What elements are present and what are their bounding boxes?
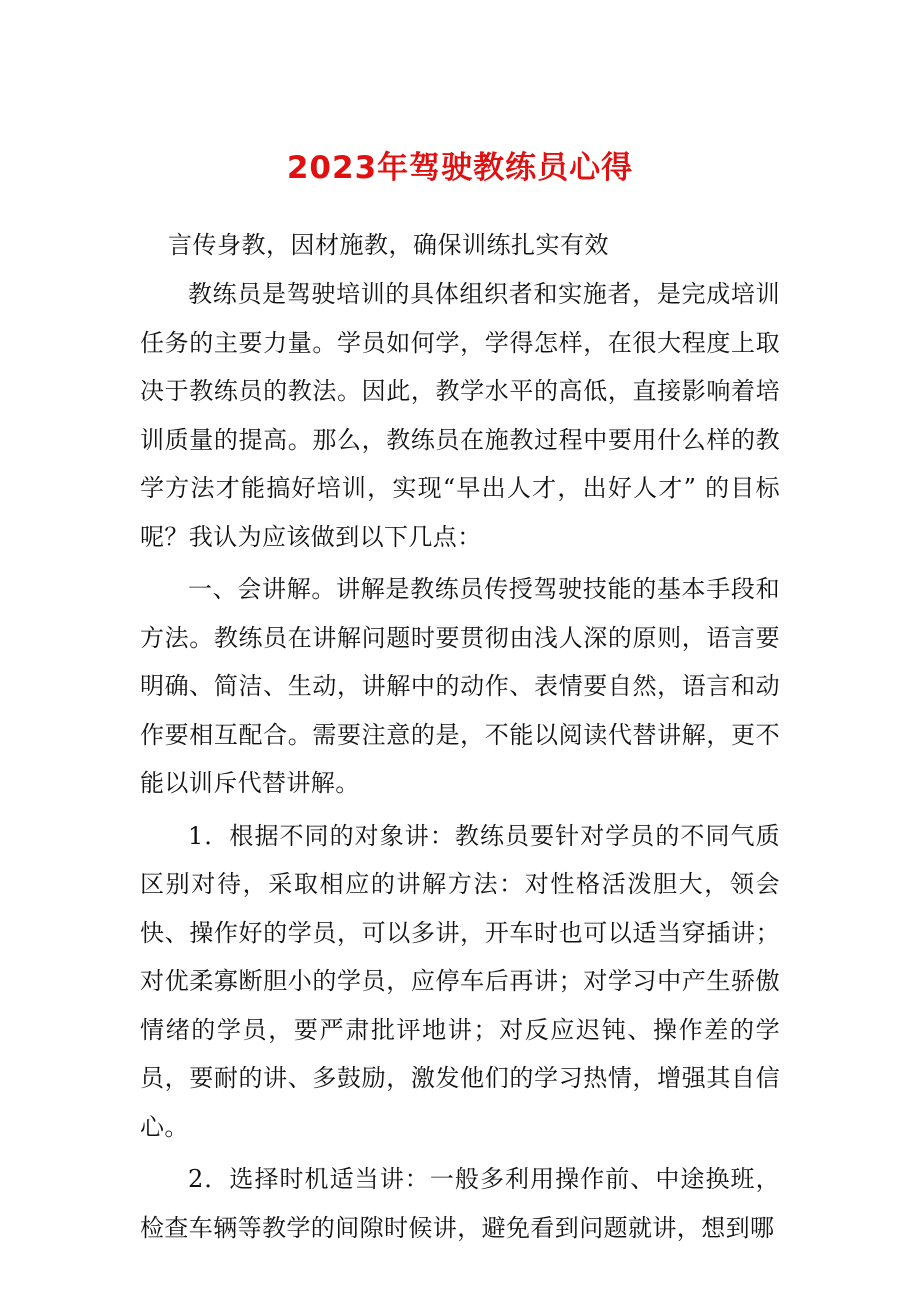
paragraph-section-1: 一、会讲解。讲解是教练员传授驾驶技能的基本手段和方法。教练员在讲解问题时要贯彻由浅人深的原则，语言要明确、简洁、生动，讲解中的动作、表情要自然，语言和动作要相互配合。需要注意的是，不能以阅读代替讲解，更不能以训斥代替讲解。 (140, 575, 780, 797)
paragraph-item-2: 2．选择时机适当讲：一般多利用操作前、中途换班，检查车辆等教学的间隙时候讲，避免看到问题就讲，想到哪 (140, 1165, 780, 1242)
document-body (140, 220, 780, 1256)
paragraph-item-1: 1．根据不同的对象讲：教练员要针对学员的不同气质区别对待，采取相应的讲解方法：对性格活泼胆大，领会快、操作好的学员，可以多讲，开车时也可以适当穿插讲；对优柔寡断胆小的学员，应停车后再讲；对学习中产生骄傲情绪的学员，要严肃批评地讲；对反应迟钝、操作差的学员，要耐的讲、多鼓励，激发他们的学习热情，增强其自信心。 (140, 821, 780, 1141)
paragraph-intro: 教练员是驾驶培训的具体组织者和实施者，是完成培训任务的主要力量。学员如何学，学得怎样，在很大程度上取决于教练员的教法。因此，教学水平的高低，直接影响着培训质量的提高。那么，教练员在施教过程中要用什么样的教学方法才能搞好培训，实现“早出人才，出好人才” 的目标呢？我认为应该做到以下几点： (140, 280, 780, 551)
document-subtitle: 言传身教，因材施教，确保训练扎实有效 (168, 231, 609, 259)
document-title: 2023年驾驶教练员心得 (286, 150, 634, 186)
